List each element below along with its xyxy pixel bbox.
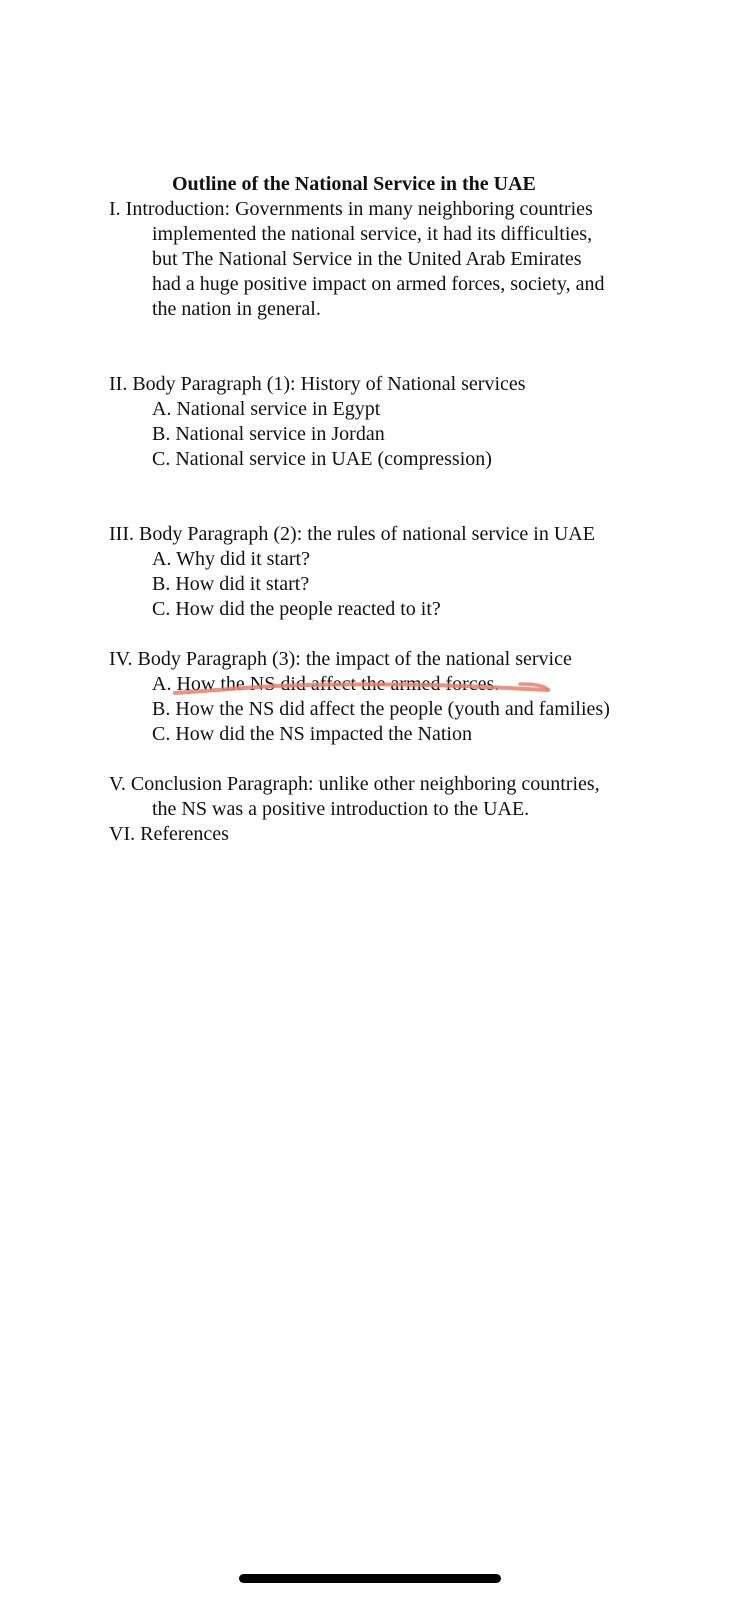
body2-heading: III. Body Paragraph (2): the rules of national service in UAE [109,523,595,545]
document-title: Outline of the National Service in the UAE [172,173,536,195]
body2-item: A. Why did it start? [152,548,310,570]
body3-item: B. How the NS did affect the people (youth and families) [152,698,610,720]
home-indicator-bar[interactable] [239,1574,501,1583]
references-heading: VI. References [109,823,229,845]
body2-item: C. How did the people reacted to it? [152,598,441,620]
conclusion-line: V. Conclusion Paragraph: unlike other neighboring countries, [109,773,600,795]
intro-line: implemented the national service, it had its difficulties, [152,223,593,245]
body2-item: B. How did it start? [152,573,310,595]
body1-item: A. National service in Egypt [152,398,381,420]
body3-heading: IV. Body Paragraph (3): the impact of the national service [109,648,572,670]
intro-line: the nation in general. [152,298,321,320]
intro-line: had a huge positive impact on armed forces, society, and [152,273,605,295]
body1-heading: II. Body Paragraph (1): History of National services [109,373,526,395]
intro-line: but The National Service in the United Arab Emirates [152,248,582,270]
body3-item: C. How did the NS impacted the Nation [152,723,472,745]
conclusion-line: the NS was a positive introduction to the UAE. [152,798,530,820]
intro-line: I. Introduction: Governments in many neighboring countries [109,198,593,220]
body1-item: C. National service in UAE (compression) [152,448,492,470]
body1-item: B. National service in Jordan [152,423,385,445]
highlight-stroke-hook [520,684,548,690]
body3-item: A. How the NS did affect the armed forces. [152,673,500,695]
